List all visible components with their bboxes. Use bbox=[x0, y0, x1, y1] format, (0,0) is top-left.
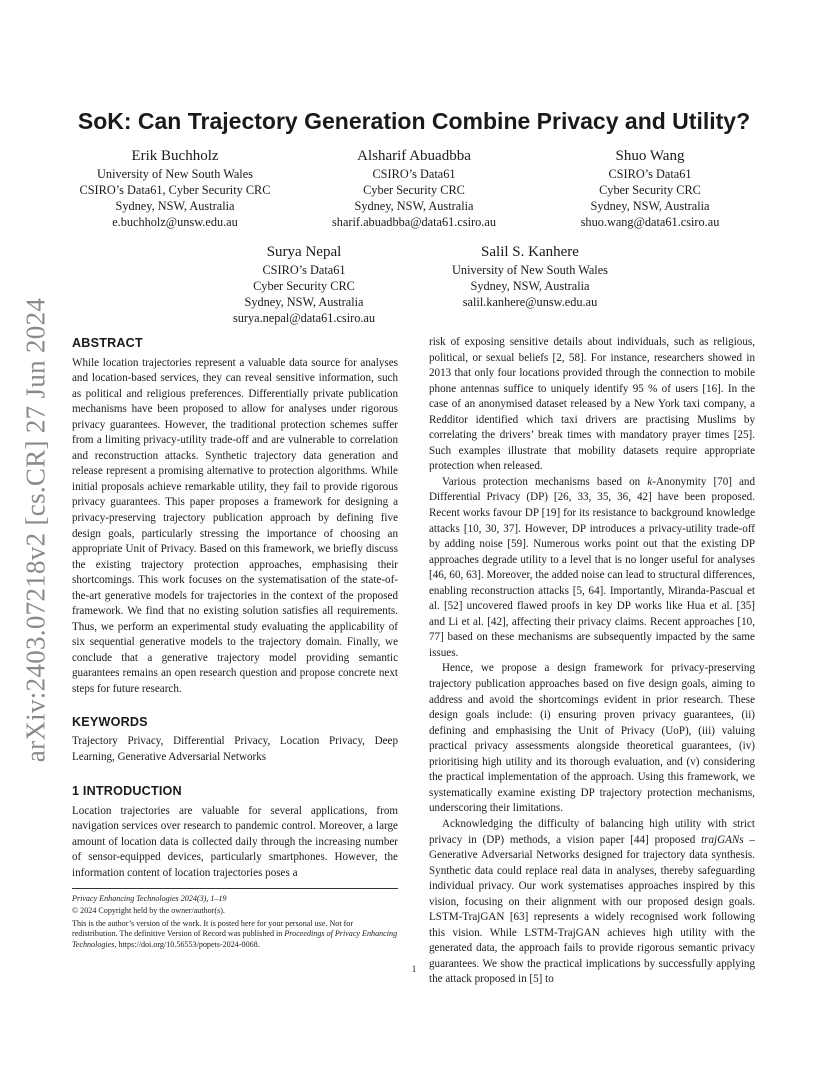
author-affiliation: Cyber Security CRC bbox=[253, 279, 355, 293]
abstract-text: While location trajectories represent a valuable data source for analyses and location-based services, they can reveal sensitive information, such as political and religious preferences. Differentially private publication mechanisms have been proposed to allow for analyses under rigorous privacy guarantees. However, the traditional protection schemes suffer from a limiting privacy-utility trade-off and are vulnerable to correlation and reconstruction attacks. Synthetic trajectory data generation and release represent a promising alternative to protection algorithms. While initial proposals achieve remarkable utility, they fail to provide rigorous privacy guarantees. This paper proposes a framework for designing a privacy-preserving trajectory publication approach by defining five design goals, particularly stressing the importance of choosing an appropriate Unit of Privacy. Based on this framework, we briefly discuss the existing trajectory protection approaches, emphasising their shortcomings. This work focuses on the systematisation of the state-of-the-art generative models for trajectories in the context of the proposed framework. We find that no existing solution satisfies all requirements. Thus, we perform an experimental study evaluating the applicability of six sequential generative models to the trajectory domain. Finally, we conclude that a generative trajectory model providing semantic guarantees remains an open research question and propose concrete next steps for future research. bbox=[72, 356, 398, 696]
author-affiliation: CSIRO’s Data61 bbox=[262, 263, 346, 277]
author-affiliation: Cyber Security CRC bbox=[599, 183, 701, 197]
author-affiliation: CSIRO’s Data61, Cyber Security CRC bbox=[79, 183, 271, 197]
section-heading: 1 INTRODUCTION bbox=[72, 784, 182, 799]
author-affiliation: CSIRO’s Data61 bbox=[608, 167, 692, 181]
author-email: surya.nepal@data61.csiro.au bbox=[232, 311, 376, 325]
author-location: Sydney, NSW, Australia bbox=[354, 199, 474, 213]
author-name: Erik Buchholz bbox=[131, 148, 219, 164]
author-affiliation: University of New South Wales bbox=[97, 167, 253, 181]
author-email: e.buchholz@unsw.edu.au bbox=[112, 215, 238, 229]
author-location: Sydney, NSW, Australia bbox=[470, 279, 590, 293]
footnote-copyright: © 2024 Copyright held by the owner/author(s). bbox=[72, 906, 225, 916]
intro-paragraph: Acknowledging the difficulty of balancing high utility with strict privacy in (DP) methods, a vision paper [44] proposed trajGANs – Generative Adversarial Networks designed for trajectory data synthesis. Synthetic data could replace real data in analyses, thereby safeguarding individual privacy. Our work systematises approaches inspired by this vision, focusing on their alignment with our proposed design goals. LSTM-TrajGAN [63] represents a widely recognised work following this vision. While LSTM-TrajGAN achieves high utility with the generated data, the approach fails to provide rigorous semantic privacy guarantees. We show the practical implications by successfully applying the attack proposed in [5] to bbox=[429, 817, 755, 986]
footnote bbox=[72, 888, 398, 952]
page-number: 1 bbox=[411, 964, 417, 974]
author-affiliation: Cyber Security CRC bbox=[363, 183, 465, 197]
author-location: Sydney, NSW, Australia bbox=[590, 199, 710, 213]
author-block bbox=[420, 243, 640, 310]
author-email: shuo.wang@data61.csiro.au bbox=[580, 215, 720, 229]
author-affiliation: University of New South Wales bbox=[452, 263, 608, 277]
intro-paragraph: risk of exposing sensitive details about individuals, such as religious, political, or sexual beliefs [2, 58]. For instance, researchers showed in 2013 that only four locations provided through the connection to mobile phone antennas suffice to uniquely identify 95 % of users [16]. In the case of an anonymised dataset released by a New York taxi company, a Redditor identified which taxi drivers are practising Muslims by correlating the drivers’ break times with mandatory prayer times [25]. Such examples illustrate that mobility datasets require appropriate protection when released. bbox=[429, 336, 755, 473]
keywords-text: Trajectory Privacy, Differential Privacy, Location Privacy, Deep Learning, Generative Adversarial Networks bbox=[72, 735, 398, 763]
footnote-venue: Privacy Enhancing Technologies 2024(3), 1–19 bbox=[72, 894, 227, 903]
left-column bbox=[72, 336, 398, 882]
author-email: sharif.abuadbba@data61.csiro.au bbox=[332, 215, 496, 229]
author-affiliation: CSIRO’s Data61 bbox=[372, 167, 456, 181]
intro-paragraph: Various protection mechanisms based on k-Anonymity [70] and Differential Privacy (DP) [26, 33, 35, 36, 42] have been proposed. Recent works favour DP [19] for its resistance to background knowledge attacks [10, 30, 37]. However, DP introduces a privacy-utility trade-off by adding noise [59]. Numerous works point out that the existing DP approaches degrade utility to a level that is no longer useful for analyses [46, 60, 63]. Moreover, the added noise can lead to structural differences, enabling reconstruction attacks [5, 64]. Importantly, Miranda-Pascual et al. [52] uncovered flawed proofs in key DP works like Hua et al. [35] and Li et al. [42], affecting their privacy claims. Recent approaches [10, 77] based on these mechanisms are subsequently impacted by the same issues. bbox=[429, 475, 755, 659]
paper-title: SoK: Can Trajectory Generation Combine Privacy and Utility? bbox=[77, 108, 751, 134]
author-name: Alsharif Abuadbba bbox=[357, 148, 471, 164]
author-location: Sydney, NSW, Australia bbox=[244, 295, 364, 309]
author-name: Surya Nepal bbox=[266, 244, 342, 260]
author-name: Salil S. Kanhere bbox=[481, 244, 579, 260]
author-block bbox=[540, 147, 760, 230]
author-location: Sydney, NSW, Australia bbox=[115, 199, 235, 213]
author-block bbox=[199, 243, 409, 326]
abstract-heading: ABSTRACT bbox=[72, 336, 143, 350]
author-email: salil.kanhere@unsw.edu.au bbox=[462, 295, 598, 309]
keywords-heading: KEYWORDS bbox=[72, 714, 148, 729]
footnote-notice: This is the author’s version of the work. It is posted here for your personal use. Not for redistribution. The definitive Version of Record was published in Proceedings of Privacy Enhancing Technologies, https://doi.org/10.56553/popets-2024-0068. bbox=[72, 918, 398, 949]
author-block bbox=[304, 147, 524, 230]
intro-paragraph: Location trajectories are valuable for several applications, from navigation services over research to pandemic control. Moreover, a large amount of location data is collected daily through the increasing number of sensor-equipped devices, particularly smartphones. However, the information content of location trajectories poses a bbox=[72, 804, 398, 879]
right-column bbox=[429, 335, 755, 988]
author-name: Shuo Wang bbox=[615, 148, 685, 164]
author-block bbox=[70, 147, 280, 230]
intro-paragraph: Hence, we propose a design framework for privacy-preserving trajectory publication approaches based on five design goals, aiming to address and avoid the shortcomings evident in prior research. These design goals include: (i) ensuring proven privacy guarantees, (ii) defining and emphasising the Unit of Privacy (UoP), (iii) valuing practical privacy assessments alongside theoretical guarantees, (iv) prioritising high utility and its thorough evaluation, and (v) considering the practical implementation of the approach. Using this framework, we systematically examine existing DP trajectory protection mechanisms, underscoring their limitations. bbox=[429, 662, 755, 815]
